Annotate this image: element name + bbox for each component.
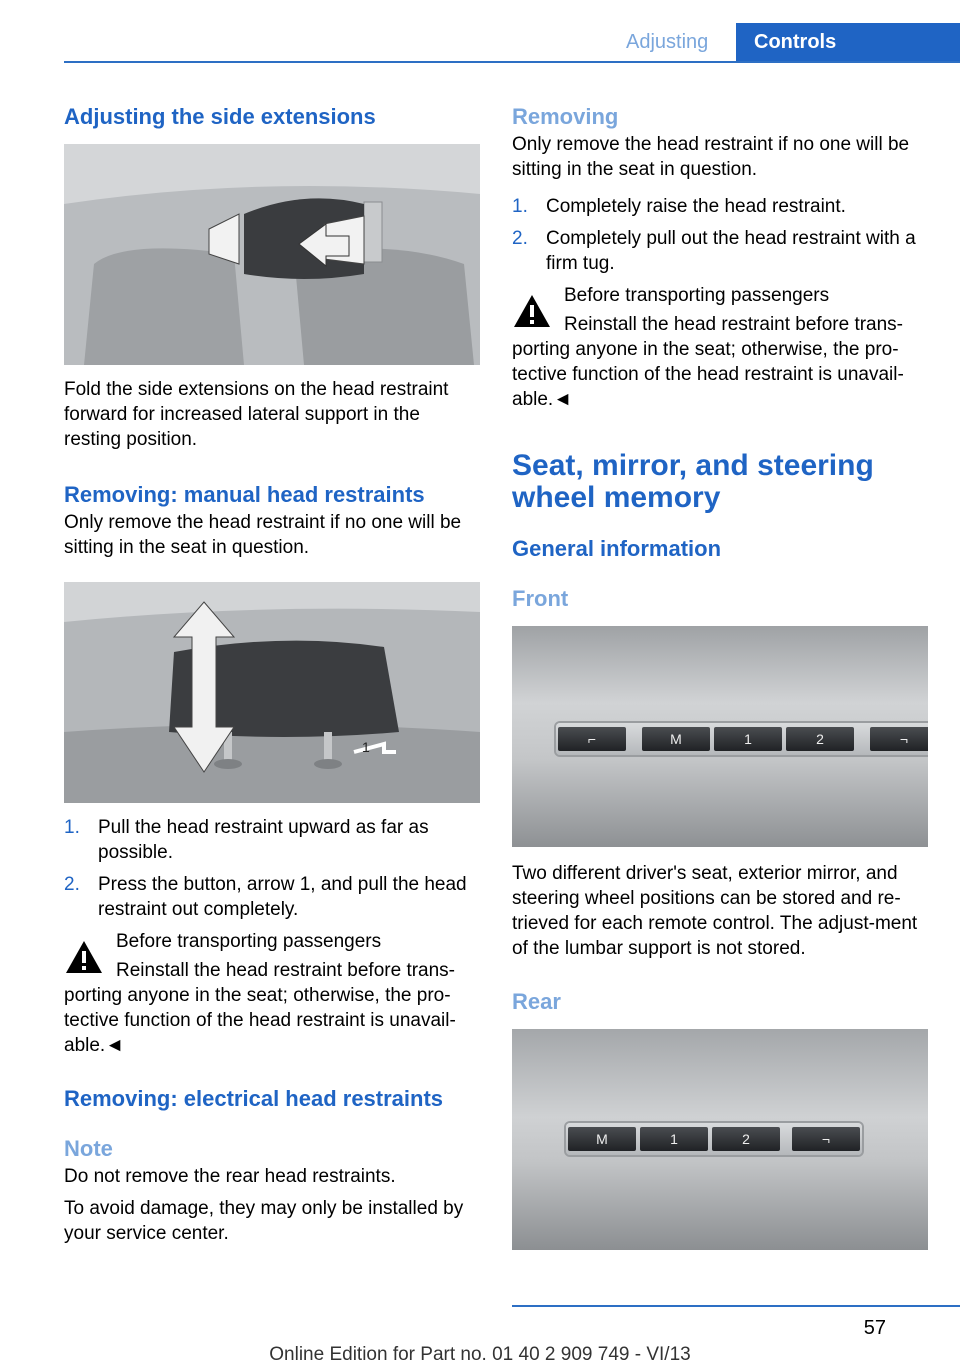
list-item (512, 194, 928, 219)
note-heading: Note (64, 1136, 113, 1161)
footer-rule (512, 1305, 960, 1307)
warning-title: Before transporting passengers (564, 285, 830, 306)
front-heading: Front (512, 586, 569, 611)
note-text-2: To avoid damage, they may only be installed by your service center. (64, 1198, 464, 1244)
warning-block (512, 283, 928, 412)
side-extensions-text: Fold the side extensions on the head restraint forward for increased lateral support in the resting position. (64, 379, 449, 450)
right-column (512, 102, 928, 1250)
chapter-tab: Controls (736, 23, 960, 62)
rear-memory-panel-image (512, 1029, 928, 1250)
headrest-side-extension-illustration (64, 144, 480, 365)
removing-heading: Removing (512, 104, 619, 129)
warning-triangle-icon (64, 939, 104, 975)
list-item (64, 815, 480, 865)
manual-removal-image (64, 582, 480, 803)
online-edition-note: Online Edition for Part no. 01 40 2 909 749 - VI/13 (269, 1344, 691, 1365)
step-text: Pull the head restraint upward as far as possible. (98, 817, 429, 863)
memory-m-button: M (642, 727, 710, 751)
warning-triangle-icon (512, 293, 552, 329)
side-extensions-image (64, 144, 480, 365)
step-text: Press the button, arrow 1, and pull the head restraint out completely. (98, 874, 467, 920)
front-memory-text: Two different driver's seat, exterior mirror, and steering wheel positions can be stored and re‐trieved for each remote control. The adjust‐ment of the lumbar support is not stored. (512, 863, 918, 959)
section-title: Adjusting (626, 31, 709, 53)
memory-1-button: 1 (714, 727, 782, 751)
manual-removal-text: Only remove the head restraint if no one will be sitting in the seat in question. (64, 512, 462, 558)
page-number: 57 (863, 1317, 886, 1339)
seat-right-icon: ¬ (870, 727, 928, 751)
front-button-strip (556, 723, 928, 755)
left-column (64, 102, 480, 1246)
memory-2-button: 2 (786, 727, 854, 751)
seat-left-icon: ⌐ (558, 727, 626, 751)
removing-steps (512, 194, 928, 276)
manual-removal-heading: Removing: manual head restraints (64, 482, 425, 507)
step-text: Completely pull out the head restraint with a firm tug. (546, 228, 916, 274)
step-number: 1. (512, 196, 528, 217)
warning-line1: Reinstall the head restraint before trans‐ (116, 960, 456, 981)
note-text-1: Do not remove the rear head restraints. (64, 1166, 396, 1187)
headrest-removal-illustration (64, 582, 480, 803)
rear-heading: Rear (512, 989, 561, 1014)
rear-button-strip (566, 1123, 862, 1155)
warning-line1: Reinstall the head restraint before trans‐ (564, 314, 904, 335)
page-header (0, 23, 960, 62)
memory-1-button: 1 (640, 1127, 708, 1151)
front-memory-panel-image (512, 626, 928, 847)
step-number: 2. (64, 874, 80, 895)
arrow-label: 1 (362, 739, 370, 755)
memory-2-button: 2 (712, 1127, 780, 1151)
header-rule (64, 61, 960, 63)
warning-block (64, 929, 480, 1058)
warning-text: porting anyone in the seat; otherwise, the pro‐tective function of the head restraint is unavail‐able.◄ (512, 339, 904, 410)
removing-text: Only remove the head restraint if no one will be sitting in the seat in question. (512, 134, 910, 180)
step-number: 2. (512, 228, 528, 249)
side-extensions-heading: Adjusting the side extensions (64, 104, 376, 129)
step-text: Completely raise the head restraint. (546, 196, 846, 217)
list-item (512, 226, 928, 276)
step-number: 1. (64, 817, 80, 838)
memory-m-button: M (568, 1127, 636, 1151)
electrical-removal-heading: Removing: electrical head restraints (64, 1086, 444, 1111)
manual-removal-steps (64, 815, 480, 922)
general-info-heading: General information (512, 536, 722, 561)
list-item (64, 872, 480, 922)
seat-icon: ¬ (792, 1127, 860, 1151)
warning-title: Before transporting passengers (116, 931, 382, 952)
memory-heading: Seat, mirror, and steering wheel memory (512, 449, 874, 514)
warning-text: porting anyone in the seat; otherwise, the pro‐tective function of the head restraint is unavail‐able.◄ (64, 985, 456, 1056)
